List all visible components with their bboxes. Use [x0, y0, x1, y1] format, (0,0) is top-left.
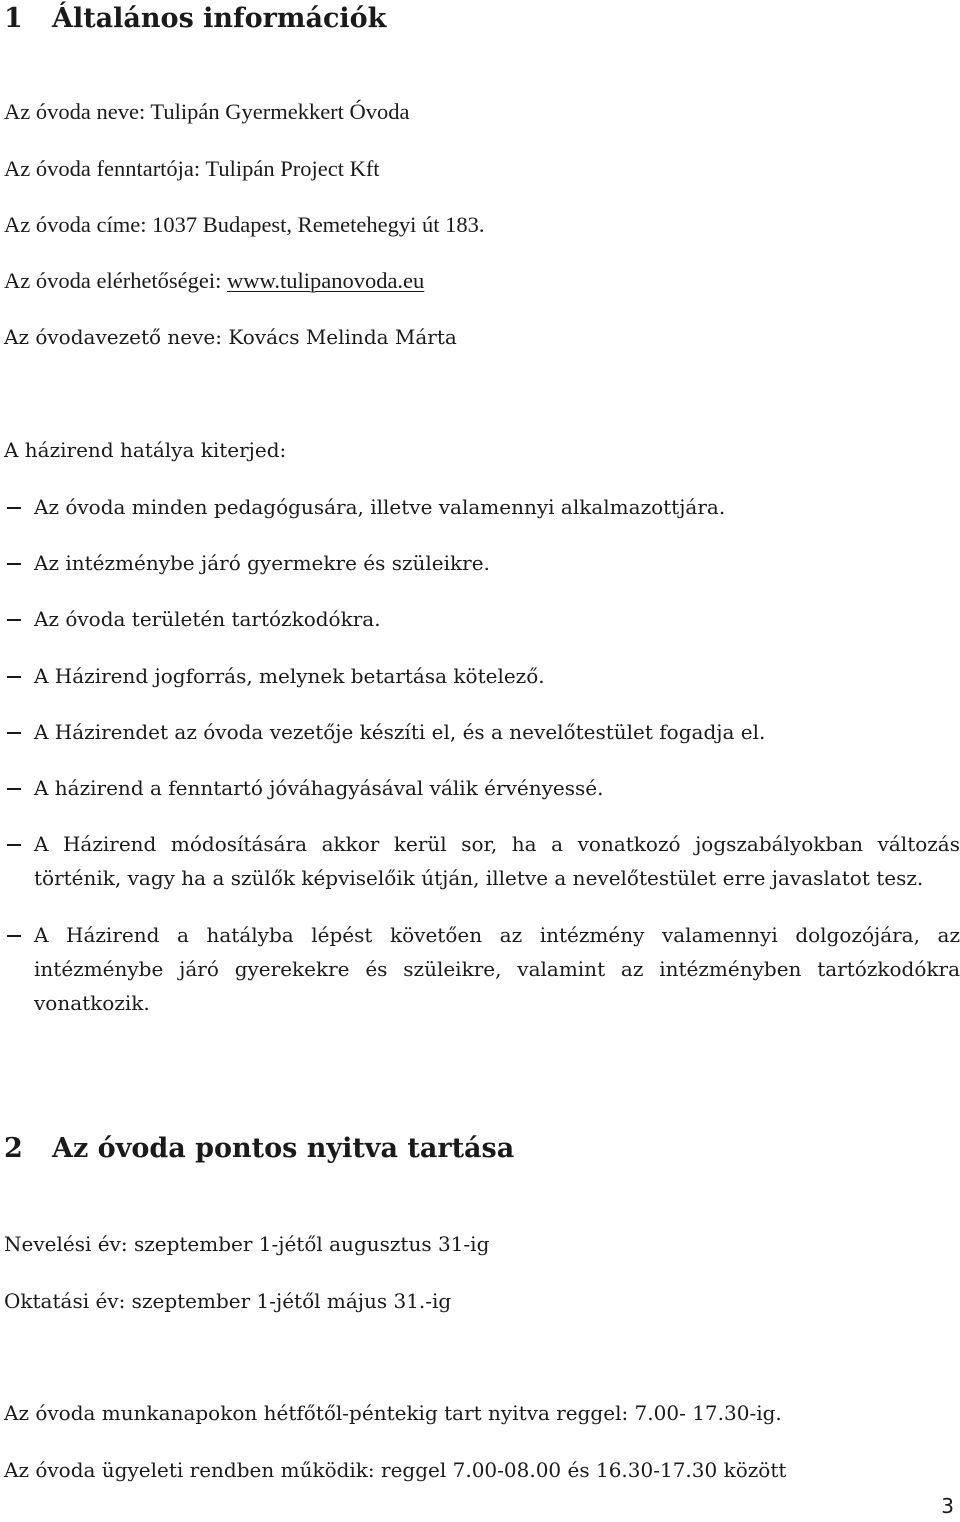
section-1-number: 1 — [4, 3, 23, 34]
duty-hours: Az óvoda ügyeleti rendben működik: reggel 7.00-08.00 és 16.30-17.30 között — [4, 1458, 787, 1482]
section-2-title: Az óvoda pontos nyitva tartása — [52, 1133, 515, 1164]
list-item-text: A Házirend jogforrás, melynek betartása kötelező. — [34, 664, 545, 688]
section-1-title: Általános információk — [52, 3, 387, 34]
list-item-line: A Házirend a hatályba lépést követően az intézmény valamennyi dolgozójára, az — [34, 923, 960, 947]
list-item-text: A házirend a fenntartó jóváhagyásával válik érvényessé. — [34, 776, 604, 800]
dash-bullet-icon — [7, 563, 21, 565]
list-item-line: vonatkozik. — [34, 991, 150, 1015]
kindergarten-leader: Az óvodavezető neve: Kovács Melinda Márta — [4, 325, 457, 349]
list-item-text: A Házirendet az óvoda vezetője készíti el, és a nevelőtestület fogadja el. — [34, 720, 766, 744]
list-item-text: Az óvoda minden pedagógusára, illetve valamennyi alkalmazottjára. — [34, 495, 726, 519]
kindergarten-address: Az óvoda címe: 1037 Budapest, Remetehegyi út 183. — [4, 212, 485, 237]
dash-bullet-icon — [7, 844, 21, 846]
kindergarten-maintainer: Az óvoda fenntartója: Tulipán Project Kft — [4, 156, 380, 181]
list-item-line: történik, vagy ha a szülők képviselőik útján, illetve a nevelőtestület erre javaslatot tesz. — [34, 866, 924, 890]
kindergarten-name: Az óvoda neve: Tulipán Gyermekkert Óvoda — [4, 99, 410, 124]
section-2-heading — [4, 1131, 514, 1167]
list-item-text: Az intézménybe járó gyermekre és szüleikre. — [34, 551, 490, 575]
dash-bullet-icon — [7, 507, 21, 509]
kindergarten-contact — [4, 266, 424, 296]
list-item-line: intézménybe járó gyerekekre és szüleikre, valamint az intézményben tartózkodókra — [34, 957, 960, 981]
educational-year: Nevelési év: szeptember 1-jétől augusztus 31-ig — [4, 1232, 490, 1256]
dash-bullet-icon — [7, 732, 21, 734]
scope-intro: A házirend hatálya kiterjed: — [4, 438, 287, 462]
dash-bullet-icon — [7, 935, 21, 937]
opening-hours: Az óvoda munkanapokon hétfőtől-péntekig tart nyitva reggel: 7.00- 17.30-ig. — [4, 1401, 782, 1425]
list-item-text: Az óvoda területén tartózkodókra. — [34, 607, 381, 631]
school-year: Oktatási év: szeptember 1-jétől május 31.-ig — [4, 1289, 452, 1313]
dash-bullet-icon — [7, 676, 21, 678]
dash-bullet-icon — [7, 619, 21, 621]
list-item-line: A Házirend módosítására akkor kerül sor, ha a vonatkozó jogszabályokban változás — [34, 832, 960, 856]
section-2-number: 2 — [4, 1133, 23, 1164]
website-link[interactable]: www.tulipanovoda.eu — [227, 268, 425, 293]
dash-bullet-icon — [7, 788, 21, 790]
section-1-heading — [4, 1, 386, 37]
contact-label: Az óvoda elérhetőségei: — [4, 268, 228, 293]
page-number: 3 — [941, 1494, 954, 1518]
